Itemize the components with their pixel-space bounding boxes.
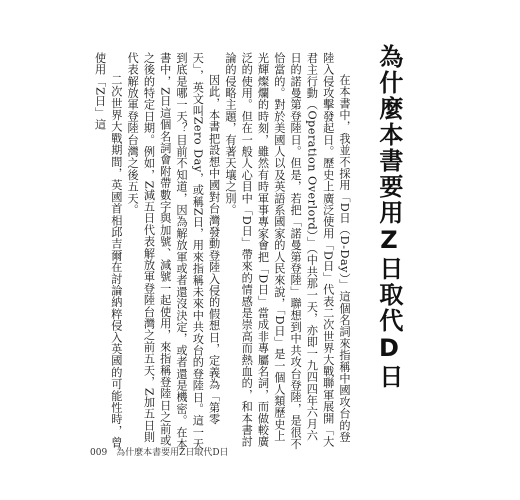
body-text: [66, 52, 352, 452]
paragraph: 二次世界大戰期間，英國首相邱吉爾在討論納粹侵入英國的可能性時，曾使用「Z日」這: [93, 52, 123, 449]
page-number: 009: [90, 448, 108, 458]
chapter-title: 為什麼本書要用Z日取代D日: [374, 44, 403, 390]
page-footer: [90, 445, 229, 458]
running-header: 為什麼本書要用Z日取代D日: [116, 448, 229, 458]
paragraph: 在本書中，我並不採用「D日（D-Day）」這個名詞來指稱中國攻台的登陸入侵攻擊發起日。歷史上廣泛使用「D日」代表二次世界大戰聯軍展開「大君主行動（Operation Overlord）」（中共那一天，亦即一九四四年六月六日的諾曼第登陸日。但是，若把「諾曼第登陸」聯想到中共攻台登陸，是很不恰當的。對於美國人以及英語系國家的人民來說，「D日」是一個人類歷史上光輝燦爛的時刻，雖然有時軍事專家會把「D日」當成非專屬名詞，而做較廣泛的使用。但在一般人心目中「D日」帶來的情感是崇高而熱血的，和本書討論的侵略主題，有著天壤之別。: [223, 52, 351, 450]
paragraph: 因此，本書把設想中國對台灣發動登陸入侵的假想日，定義為「第零天」，英文叫Zero Day，或稱Z日，用來指稱未來中共攻台的登陸日。這一天到底是哪一天？目前不知道，因為解放軍或者還沒決定，或者還是機密。在本書中，Z日這個名詞會附帶數字與加號、減號一起使用，來指稱登陸日之前或之後的特定日期。例如，Z減五日代表解放軍登陸台灣之前五天，Z加五日則代表解放軍登陸台灣之後五天。: [126, 52, 221, 450]
